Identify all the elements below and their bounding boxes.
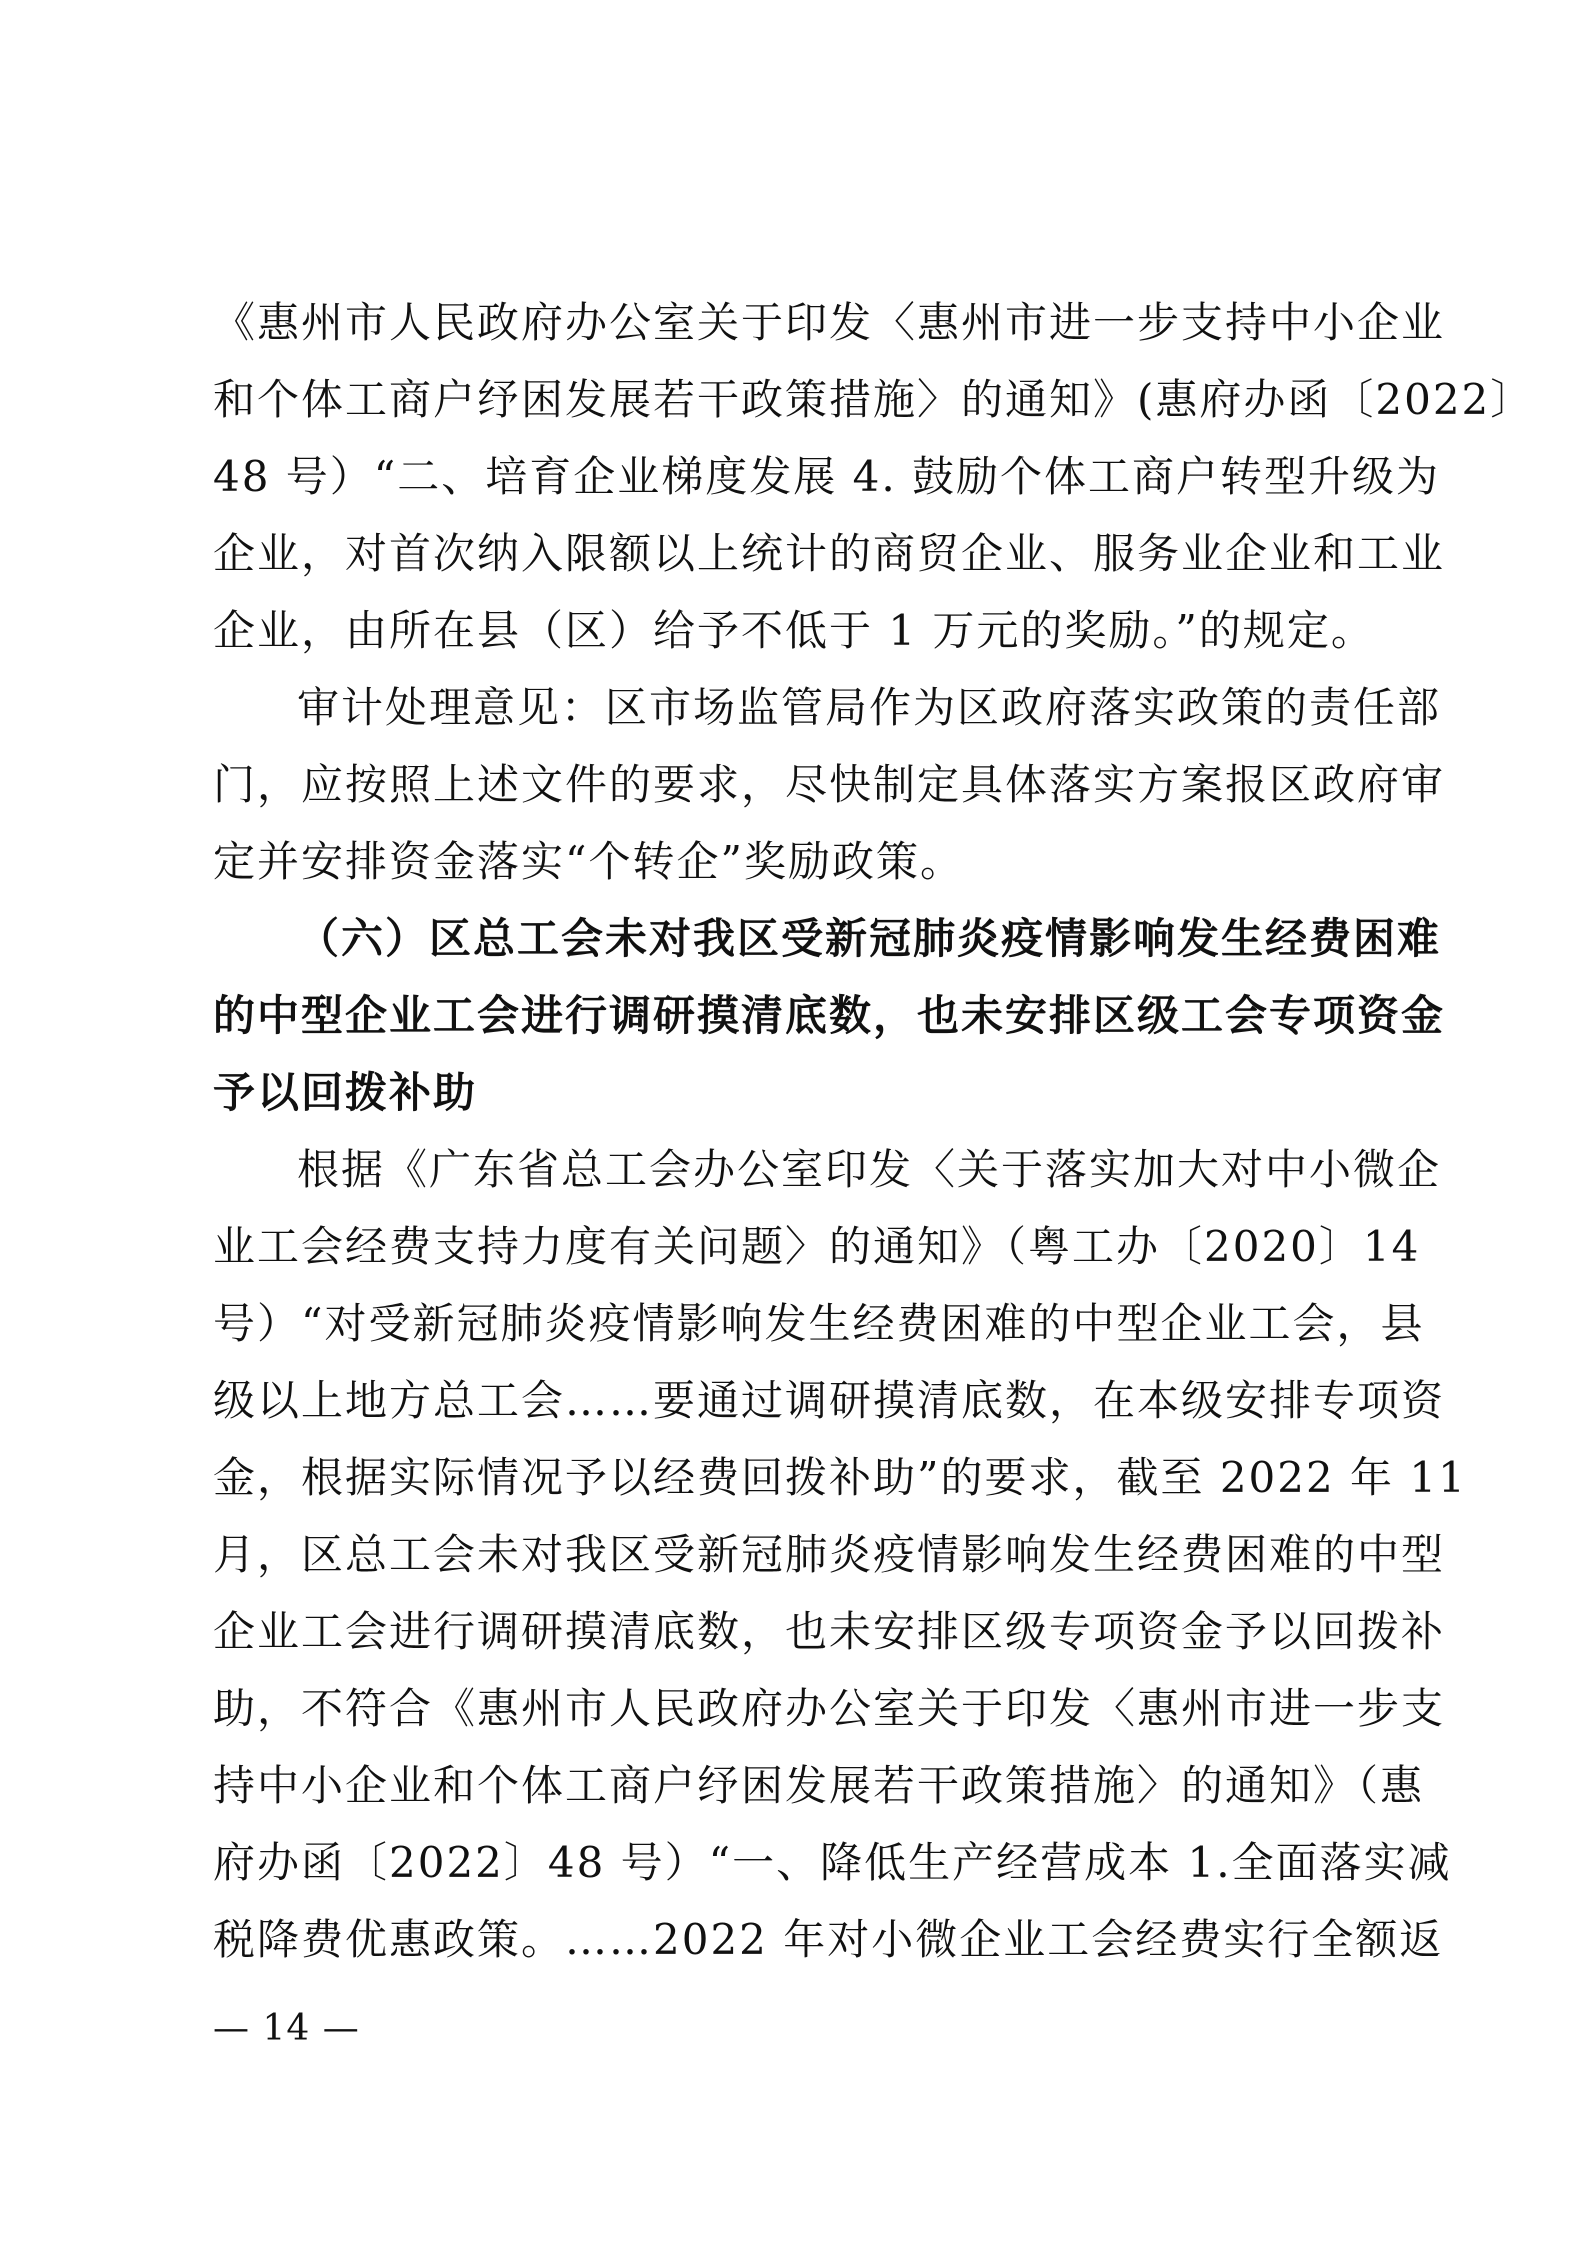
text-line: 《惠州市人民政府办公室关于印发〈惠州市进一步支持中小企业 bbox=[213, 298, 1446, 347]
text-line: 业工会经费支持力度有关问题〉的通知》（粤工办〔2020〕14 bbox=[213, 1222, 1421, 1271]
text-line: 级以上地方总工会……要通过调研摸清底数，在本级安排专项资 bbox=[213, 1376, 1446, 1425]
text-line: 号）“对受新冠肺炎疫情影响发生经费困难的中型企业工会，县 bbox=[213, 1299, 1425, 1348]
heading-line: 的中型企业工会进行调研摸清底数，也未安排区级工会专项资金 bbox=[213, 991, 1446, 1040]
text-line: 企业，对首次纳入限额以上统计的商贸企业、服务业企业和工业 bbox=[213, 529, 1446, 578]
paragraph-4 bbox=[213, 1131, 1467, 1978]
page-number: — 14 — bbox=[213, 2008, 360, 2049]
paragraph-1 bbox=[213, 284, 1535, 669]
heading-line: （六）区总工会未对我区受新冠肺炎疫情影响发生经费困难 bbox=[297, 914, 1442, 963]
text-line: 门，应按照上述文件的要求，尽快制定具体落实方案报区政府审 bbox=[213, 760, 1446, 809]
text-line: 48 号）“二、培育企业梯度发展 4. 鼓励个体工商户转型升级为 bbox=[213, 452, 1441, 501]
text-line: 定并安排资金落实“个转企”奖励政策。 bbox=[213, 837, 964, 886]
text-line: 持中小企业和个体工商户纾困发展若干政策措施〉的通知》（惠 bbox=[213, 1761, 1425, 1810]
text-line: 企业工会进行调研摸清底数，也未安排区级专项资金予以回拨补 bbox=[213, 1607, 1446, 1656]
text-line: 企业，由所在县（区）给予不低于 1 万元的奖励。”的规定。 bbox=[213, 606, 1375, 655]
text-line: 和个体工商户纾困发展若干政策措施〉的通知》(惠府办函〔2022〕 bbox=[213, 375, 1535, 424]
text-line: 税降费优惠政策。……2022 年对小微企业工会经费实行全额返 bbox=[213, 1915, 1444, 1964]
section-heading bbox=[213, 900, 1446, 1131]
paragraph-2 bbox=[213, 669, 1446, 900]
text-line: 金，根据实际情况予以经费回拨补助”的要求，截至 2022 年 11 bbox=[213, 1453, 1467, 1502]
text-line: 月，区总工会未对我区受新冠肺炎疫情影响发生经费困难的中型 bbox=[213, 1530, 1446, 1579]
text-line: 审计处理意见：区市场监管局作为区政府落实政策的责任部 bbox=[297, 683, 1442, 732]
text-line: 根据《广东省总工会办公室印发〈关于落实加大对中小微企 bbox=[297, 1145, 1442, 1194]
heading-line: 予以回拨补助 bbox=[213, 1068, 478, 1117]
text-line: 助，不符合《惠州市人民政府办公室关于印发〈惠州市进一步支 bbox=[213, 1684, 1446, 1733]
text-line: 府办函〔2022〕48 号）“一、降低生产经营成本 1.全面落实减 bbox=[213, 1838, 1452, 1887]
